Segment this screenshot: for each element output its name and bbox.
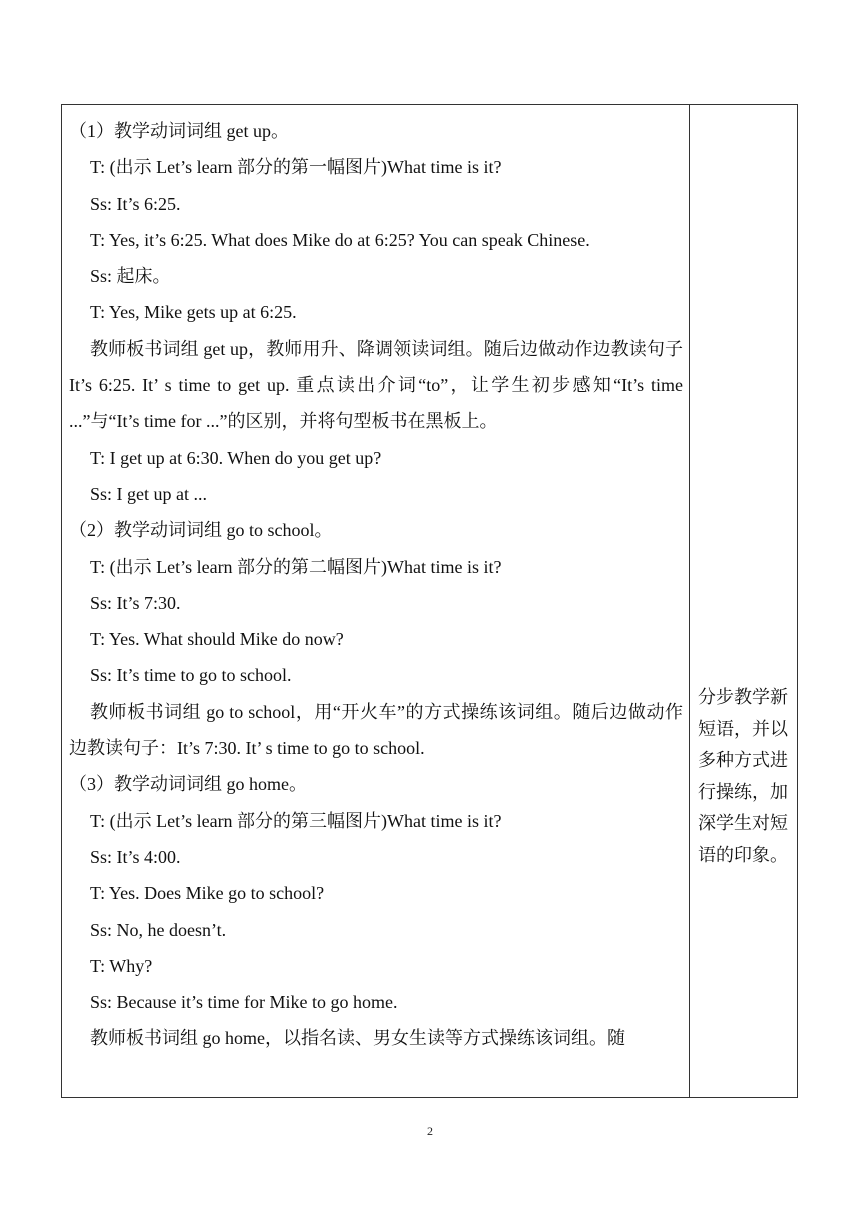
design-intent-note: 分步教学新短语，并以多种方式进行操练，加深学生对短语的印象。: [698, 687, 788, 865]
body-paragraph: 教师板书词组 go to school，用“开火车”的方式操练该词组。随后边做动作边教读句子：It’s 7:30. It’ s time to go to school.: [69, 701, 683, 759]
dialogue-line: T: (出示 Let’s learn 部分的第一幅图片)What time is it?: [90, 157, 502, 178]
lesson-table: [61, 104, 798, 1098]
dialogue-line: Ss: It’s 7:30.: [90, 592, 181, 613]
dialogue-line: T: Yes, Mike gets up at 6:25.: [90, 302, 297, 323]
body-paragraph: 教师板书词组 get up，教师用升、降调领读词组。随后边做动作边教读句子 It’s 6:25. It’ s time to get up. 重点读出介词“to”，让学生初步感知“It’s time ...”与“It’s time for ...”的区别，并将句型板书在黑板上。: [69, 338, 683, 432]
dialogue-line: 教师板书词组 go home，以指名读、男女生读等方式操练该词组。随: [90, 1028, 625, 1049]
dialogue-line: Ss: It’s 6:25.: [90, 193, 181, 214]
dialogue-line: T: (出示 Let’s learn 部分的第三幅图片)What time is it?: [90, 810, 502, 831]
page-number: 2: [427, 1124, 433, 1138]
dialogue-line: T: (出示 Let’s learn 部分的第二幅图片)What time is it?: [90, 556, 502, 577]
section-heading: （1）教学动词词组 get up。: [69, 121, 289, 141]
section-heading: （3）教学动词词组 go home。: [69, 774, 307, 795]
dialogue-line: Ss: Because it’s time for Mike to go home.: [90, 992, 398, 1013]
dialogue-line: Ss: 起床。: [90, 266, 171, 287]
dialogue-line: Ss: I get up at ...: [90, 483, 207, 504]
column-divider: [689, 105, 690, 1097]
teaching-process-column: [69, 113, 684, 1057]
dialogue-line: Ss: No, he doesn’t.: [90, 919, 227, 940]
dialogue-line: T: Why?: [90, 955, 153, 976]
dialogue-line: T: Yes. What should Mike do now?: [90, 629, 344, 650]
section-heading: （2）教学动词词组 go to school。: [69, 520, 333, 541]
dialogue-line: T: I get up at 6:30. When do you get up?: [90, 447, 382, 468]
dialogue-line: T: Yes. Does Mike go to school?: [90, 883, 325, 904]
dialogue-line: Ss: It’s 4:00.: [90, 846, 181, 867]
dialogue-line: T: Yes, it’s 6:25. What does Mike do at 6:25? You can speak Chinese.: [90, 229, 590, 250]
dialogue-line: Ss: It’s time to go to school.: [90, 665, 292, 686]
